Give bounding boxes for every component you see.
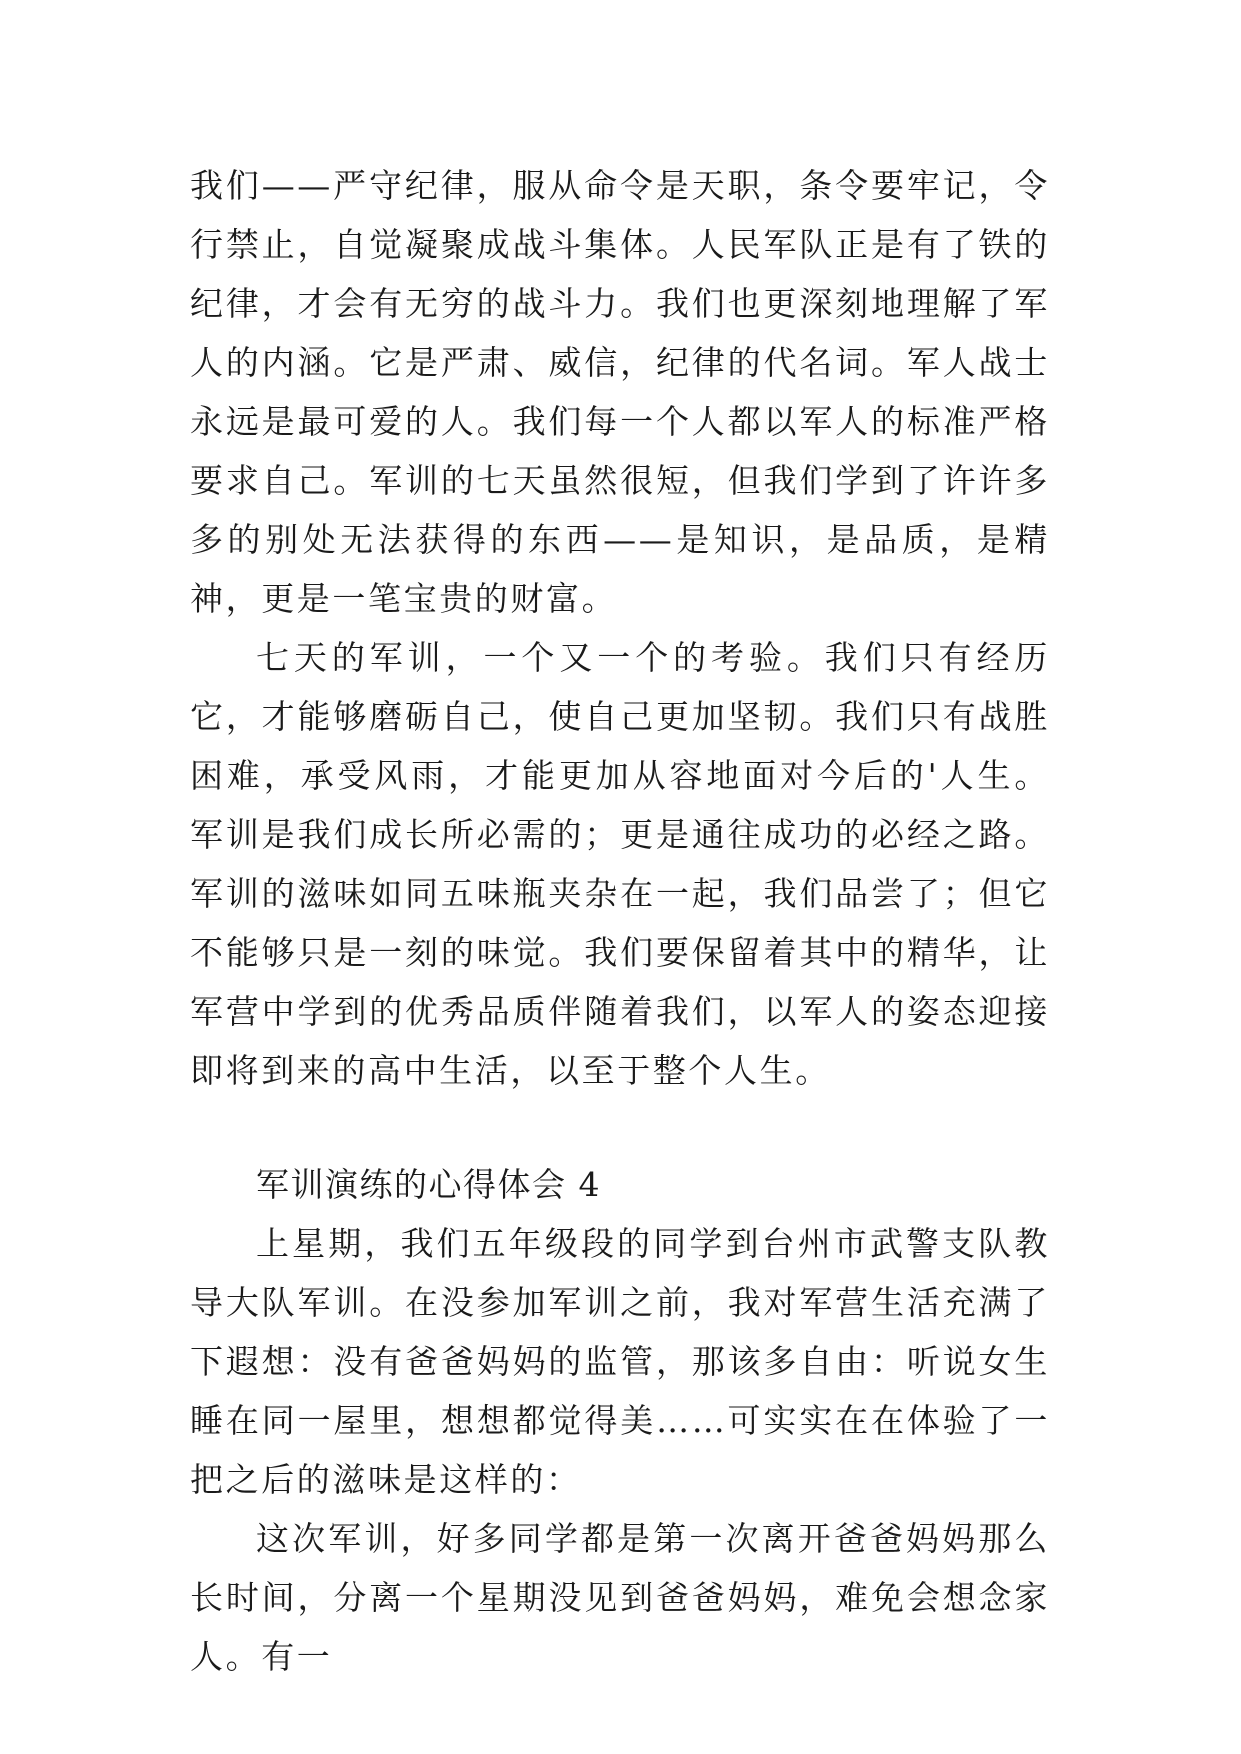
paragraph-3: 上星期，我们五年级段的同学到台州市武警支队教导大队军训。在没参加军训之前，我对军营生活充满了下遐想：没有爸爸妈妈的监管，那该多自由：听说女生睡在同一屋里，想想都觉得美……可实实在在体验了一把之后的滋味是这样的： xyxy=(190,1224,1050,1499)
section-heading: 军训演练的心得体会 4 xyxy=(256,1165,601,1204)
paragraph-1: 我们——严守纪律，服从命令是天职，条令要牢记，令行禁止，自觉凝聚成战斗集体。人民军队正是有了铁的纪律，才会有无穷的战斗力。我们也更深刻地理解了军人的内涵。它是严肃、威信，纪律的代名词。军人战士永远是最可爱的人。我们每一个人都以军人的标准严格要求自己。军训的七天虽然很短，但我们学到了许许多多的别处无法获得的东西——是知识，是品质，是精神，更是一笔宝贵的财富。 xyxy=(190,166,1050,618)
document-body xyxy=(190,156,1050,1686)
paragraph-2: 七天的军训，一个又一个的考验。我们只有经历它，才能够磨砺自己，使自己更加坚韧。我们只有战胜困难，承受风雨，才能更加从容地面对今后的'人生。军训是我们成长所必需的；更是通往成功的必经之路。军训的滋味如同五味瓶夹杂在一起，我们品尝了；但它不能够只是一刻的味觉。我们要保留着其中的精华，让军营中学到的优秀品质伴随着我们，以军人的姿态迎接即将到来的高中生活，以至于整个人生。 xyxy=(190,638,1050,1090)
paragraph-4: 这次军训，好多同学都是第一次离开爸爸妈妈那么长时间，分离一个星期没见到爸爸妈妈，难免会想念家人。有一 xyxy=(190,1519,1050,1676)
